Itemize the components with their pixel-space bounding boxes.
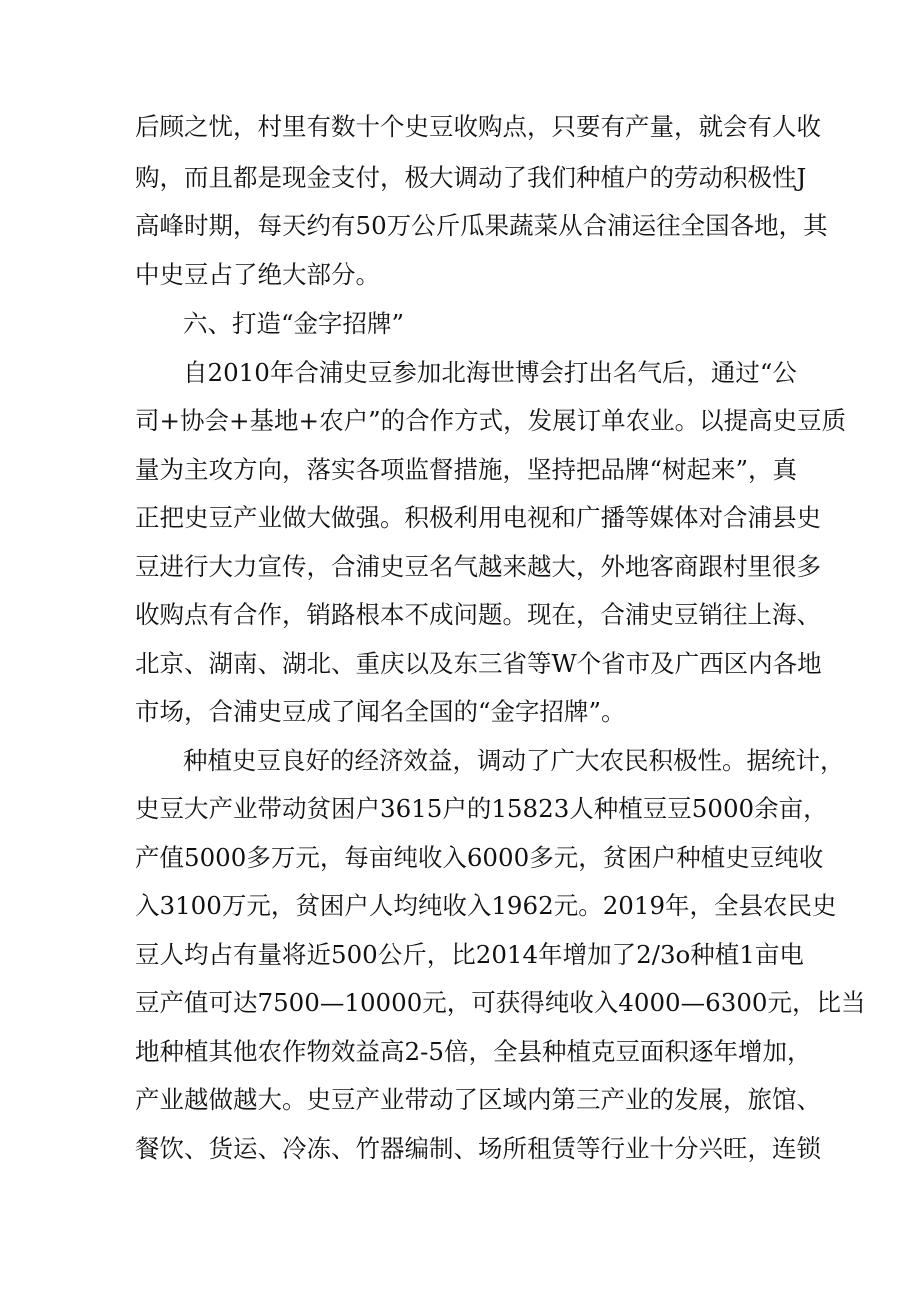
text-line: 收购点有合作，销路根本不成问题。现在，合浦史豆销往上海、 bbox=[135, 600, 821, 629]
section-heading: 六、打造“金字招牌” bbox=[183, 309, 405, 338]
text-line: 市场，合浦史豆成了闻名全国的“金字招牌”。 bbox=[135, 697, 626, 726]
text-line: 地种植其他农作物效益高2-5倍，全县种植克豆面积逐年增加， bbox=[135, 1037, 812, 1066]
text-line: 产值5000多万元，每亩纯收入6000多元，贫困户种植史豆纯收 bbox=[135, 843, 824, 872]
text-line: 购，而且都是现金支付，极大调动了我们种植户的劳动积极性J bbox=[135, 163, 807, 192]
text-line: 中史豆占了绝大部分。 bbox=[135, 260, 380, 289]
text-line: 司+协会+基地+农户”的合作方式，发展订单农业。以提高史豆质 bbox=[135, 406, 847, 435]
text-line: 正把史豆产业做大做强。积极利用电视和广播等媒体对合浦县史 bbox=[135, 503, 821, 532]
text-line: 后顾之忧，村里有数十个史豆收购点，只要有产量，就会有人收 bbox=[135, 112, 821, 141]
text-line: 豆进行大力宣传，合浦史豆名气越来越大，外地客商跟村里很多 bbox=[135, 552, 821, 581]
text-line: 史豆大产业带动贫困户3615户的15823人种植豆豆5000余亩， bbox=[135, 794, 828, 823]
text-line: 自2010年合浦史豆参加北海世博会打出名气后，通过“公 bbox=[183, 358, 797, 387]
text-line: 量为主攻方向，落实各项监督措施，坚持把品牌“树起来”，真 bbox=[135, 455, 798, 484]
text-line: 入3100万元，贫困户人均纯收入1962元。2019年，全县农民史 bbox=[135, 891, 837, 920]
text-line: 种植史豆良好的经济效益，调动了广大农民积极性。据统计， bbox=[183, 746, 845, 775]
text-line: 高峰时期，每天约有50万公斤瓜果蔬菜从合浦运往全国各地，其 bbox=[135, 211, 828, 240]
text-line: 餐饮、货运、冷冻、竹器编制、场所租赁等行业十分兴旺，连锁 bbox=[135, 1134, 821, 1163]
text-line: 产业越做越大。史豆产业带动了区域内第三产业的发展，旅馆、 bbox=[135, 1085, 821, 1114]
text-line: 北京、湖南、湖北、重庆以及东三省等W个省市及广西区内各地 bbox=[135, 649, 822, 678]
text-line: 豆人均占有量将近500公斤，比2014年增加了2/3o种植1亩电 bbox=[135, 940, 804, 969]
text-line: 豆产值可达7500—10000元，可获得纯收入4000—6300元，比当 bbox=[135, 988, 866, 1017]
